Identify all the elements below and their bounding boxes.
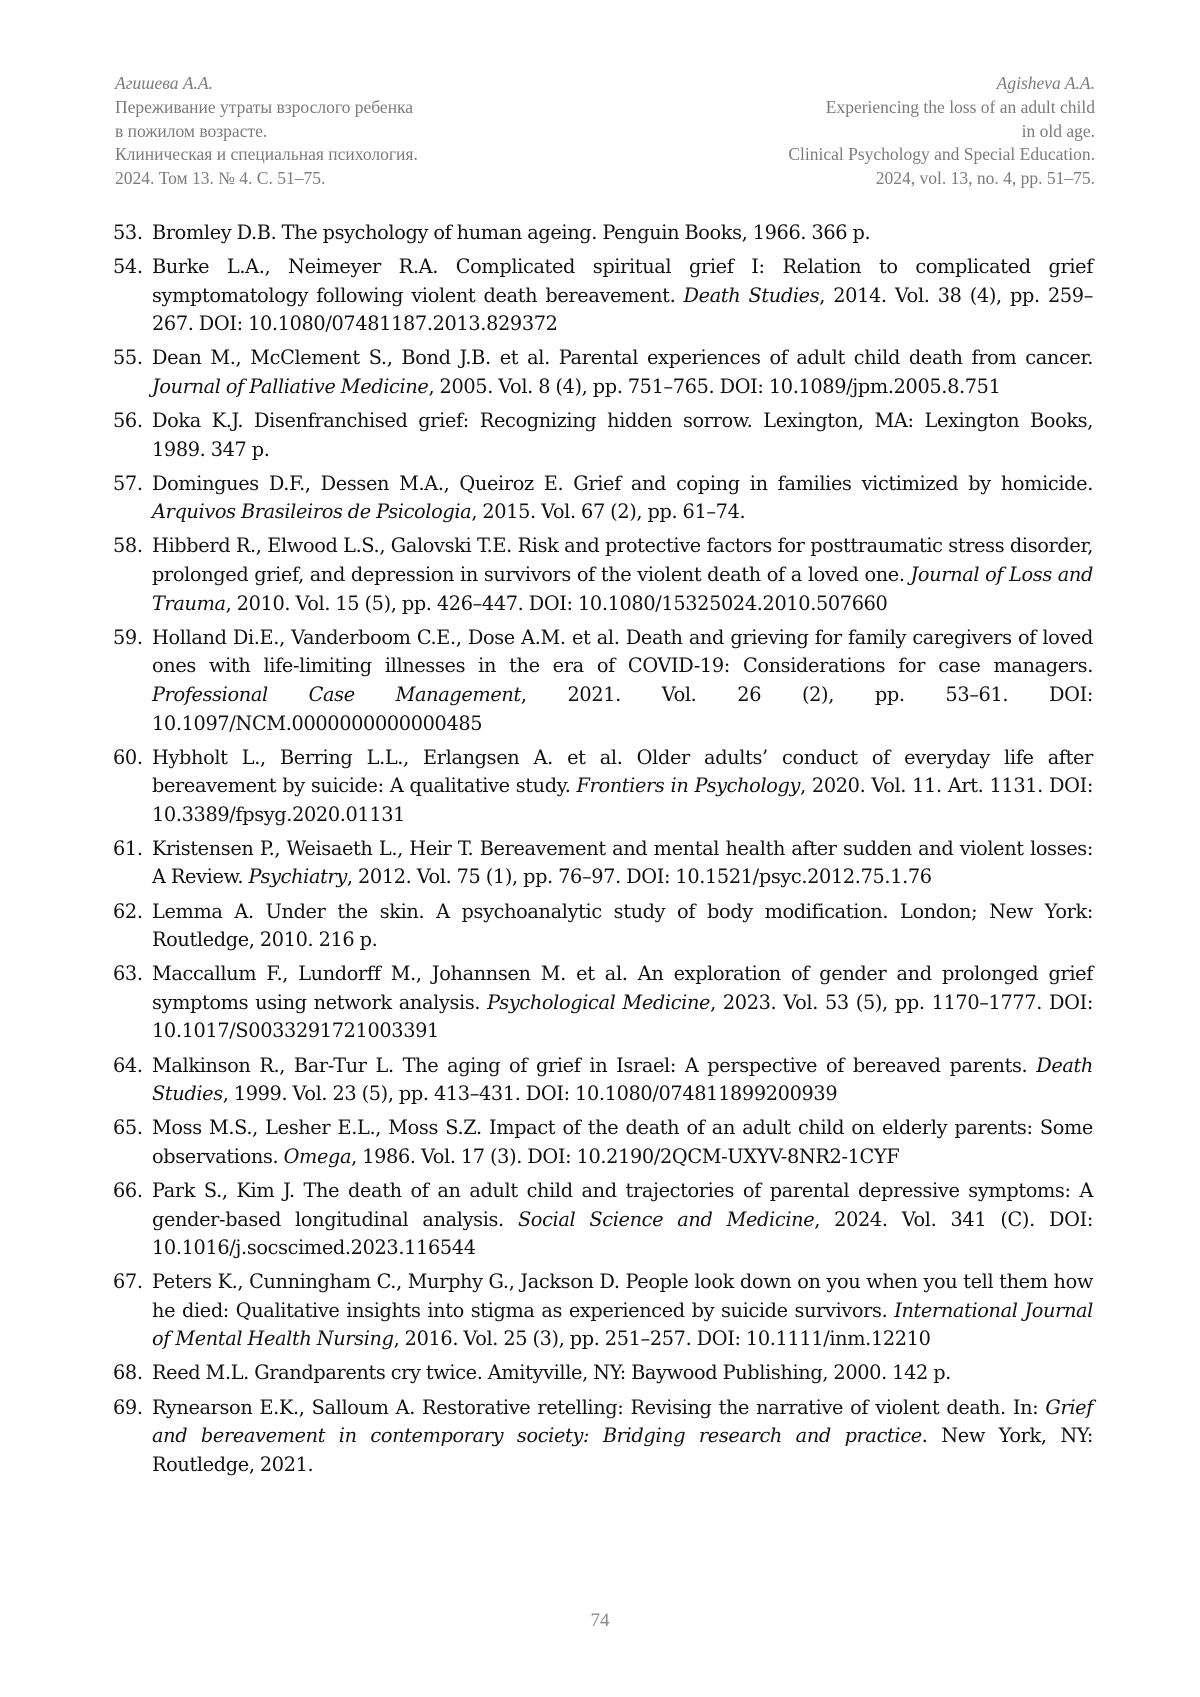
reference-source-title: Omega — [283, 1144, 352, 1168]
reference-text — [152, 1396, 1093, 1476]
reference-text — [152, 1270, 1093, 1350]
reference-text — [152, 346, 1093, 398]
reference-number: 57. — [113, 471, 143, 495]
reference-authors-title: Malkinson R., Bar-Tur L. The aging of grief in Israel: A perspective of bereaved parents. — [152, 1053, 1037, 1077]
reference-source-title: Social Science and Medicine — [517, 1207, 815, 1231]
reference-authors-title: Moss M.S., Lesher E.L., Moss S.Z. Impact of the death of an adult child on elderly parents: Some observations. — [152, 1116, 1093, 1168]
header-title-ru-line1: Переживание утраты взрослого ребенка — [115, 96, 414, 117]
reference-source-title: Psychiatry — [248, 865, 347, 889]
reference-item — [113, 835, 1093, 892]
reference-text — [152, 409, 1093, 461]
reference-source-title: Grief and bereavement in contemporary society: Bridging research and practice — [152, 1395, 1093, 1448]
reference-number: 58. — [113, 534, 143, 558]
reference-authors-title: Doka K.J. Disenfranchised grief: Recognizing hidden sorrow. Lexington, MA: Lexington Books, 1989. 347 p. — [152, 409, 1093, 461]
reference-details: , 2023. Vol. 53 (5), pp. 1170–1777. DOI: 10.1017/S0033291721003391 — [152, 990, 1093, 1043]
reference-item — [113, 624, 1093, 738]
reference-source-title: Journal of Loss and Trauma — [152, 563, 1093, 615]
reference-text — [152, 1116, 1093, 1168]
reference-number: 60. — [113, 745, 143, 769]
reference-number: 67. — [113, 1270, 143, 1294]
reference-authors-title: Dean M., McClement S., Bond J.B. et al. Parental experiences of adult child death from cancer. — [152, 346, 1093, 370]
reference-details: , 1999. Vol. 23 (5), pp. 413–431. DOI: 10.1080/074811899200939 — [222, 1082, 838, 1106]
reference-authors-title: Domingues D.F., Dessen M.A., Queiroz E. Grief and coping in families victimized by homicide. — [152, 471, 1093, 495]
reference-number: 54. — [113, 255, 143, 279]
reference-list — [113, 219, 1093, 1485]
reference-authors-title: Rynearson E.K., Salloum A. Restorative retelling: Revising the narrative of violent death. In: — [152, 1395, 1046, 1419]
reference-details: , 2012. Vol. 75 (1), pp. 76–97. DOI: 10.1521/psyc.2012.75.1.76 — [346, 865, 932, 889]
reference-number: 55. — [113, 346, 143, 370]
reference-item — [113, 1177, 1093, 1263]
reference-source-title: Arquivos Brasileiros de Psicologia — [152, 500, 472, 524]
reference-authors-title: Hibberd R., Elwood L.S., Galovski T.E. Risk and protective factors for posttraumatic stress disorder, prolonged grief, and depression in survivors of the violent death of a loved one. — [152, 534, 1093, 587]
reference-text — [152, 837, 1093, 889]
reference-text — [152, 900, 1093, 952]
reference-item — [113, 407, 1093, 464]
reference-authors-title: Bromley D.B. The psychology of human ageing. Penguin Books, 1966. 366 p. — [152, 221, 871, 244]
reference-number: 62. — [113, 899, 143, 923]
reference-text — [152, 962, 1093, 1042]
reference-item — [113, 344, 1093, 401]
header-title-ru-line2: в пожилом возрасте. — [115, 120, 268, 141]
reference-authors-title: Park S., Kim J. The death of an adult child and trajectories of parental depressive symptoms: A gender-based longitudinal analysis. — [152, 1178, 1093, 1231]
reference-number: 56. — [113, 409, 143, 433]
reference-text — [152, 626, 1093, 735]
reference-details: . New York, NY: Routledge, 2021. — [152, 1424, 1093, 1476]
reference-number: 68. — [113, 1361, 143, 1385]
header-right-english — [788, 72, 1095, 191]
reference-authors-title: Holland Di.E., Vanderboom C.E., Dose A.M. et al. Death and grieving for family caregivers of loved ones with life-limiting illnesses in the era of COVID-19: Considerations for case managers. — [152, 625, 1093, 678]
reference-authors-title: Hybholt L., Berring L.L., Erlangsen A. et al. Older adults’ conduct of everyday life after bereavement by suicide: A qualitative study. — [152, 745, 1093, 798]
reference-item — [113, 1114, 1093, 1171]
reference-number: 63. — [113, 962, 143, 986]
reference-number: 69. — [113, 1395, 143, 1419]
reference-details: , 2015. Vol. 67 (2), pp. 61–74. — [471, 500, 746, 524]
reference-item — [113, 253, 1093, 339]
reference-source-title: Psychological Medicine — [487, 990, 711, 1014]
reference-item — [113, 219, 1093, 248]
header-left-russian — [115, 72, 418, 191]
reference-text — [152, 746, 1093, 826]
header-title-en-line1: Experiencing the loss of an adult child — [825, 96, 1095, 117]
reference-item — [113, 1052, 1093, 1109]
reference-source-title: Professional Case Management — [152, 682, 521, 706]
reference-item — [113, 1359, 1093, 1388]
header-author-ru: Агишева А.А. — [115, 73, 213, 93]
reference-text — [152, 534, 1093, 614]
header-journal-en: Clinical Psychology and Special Education. — [788, 144, 1095, 165]
reference-source-title: Death Studies — [683, 283, 820, 307]
reference-details: , 2016. Vol. 25 (3), pp. 251–257. DOI: 10.1111/inm.12210 — [393, 1327, 931, 1351]
reference-source-title: Frontiers in Psychology — [576, 774, 801, 798]
reference-item — [113, 1394, 1093, 1480]
reference-number: 59. — [113, 625, 143, 649]
reference-details: , 2024. Vol. 341 (C). DOI: 10.1016/j.socscimed.2023.116544 — [152, 1207, 1093, 1260]
reference-number: 61. — [113, 836, 143, 860]
reference-item — [113, 470, 1093, 527]
reference-source-title: Death Studies — [152, 1053, 1093, 1106]
reference-number: 64. — [113, 1053, 143, 1077]
header-issue-en: 2024, vol. 13, no. 4, pp. 51–75. — [875, 168, 1095, 189]
reference-details: , 2005. Vol. 8 (4), pp. 751–765. DOI: 10.1089/jpm.2005.8.751 — [428, 374, 1001, 398]
reference-source-title: Journal of Palliative Medicine — [152, 374, 429, 398]
reference-item — [113, 898, 1093, 955]
reference-item — [113, 1268, 1093, 1354]
reference-item — [113, 744, 1093, 830]
header-issue-ru: 2024. Том 13. № 4. С. 51–75. — [115, 168, 326, 189]
header-journal-ru: Клиническая и специальная психология. — [115, 144, 418, 165]
reference-text — [152, 1054, 1093, 1106]
reference-item — [113, 532, 1093, 618]
header-title-en-line2: in old age. — [1021, 120, 1095, 141]
page-number: 74 — [590, 1610, 610, 1631]
reference-details: , 1986. Vol. 17 (3). DOI: 10.2190/2QCM-UXYV-8NR2-1CYF — [351, 1144, 900, 1168]
reference-authors-title: Burke L.A., Neimeyer R.A. Complicated spiritual grief I: Relation to complicated grief symptomatology following violent death bereavement. — [152, 255, 1093, 307]
reference-text — [152, 221, 870, 244]
reference-authors-title: Kristensen P., Weisaeth L., Heir T. Bereavement and mental health after sudden and violent losses: A Review. — [152, 836, 1093, 889]
reference-number: 65. — [113, 1116, 143, 1140]
reference-number: 66. — [113, 1178, 143, 1202]
reference-authors-title: Lemma A. Under the skin. A psychoanalytic study of body modification. London; New York: Routledge, 2010. 216 p. — [152, 899, 1093, 952]
reference-item — [113, 960, 1093, 1046]
header-author-en: Agisheva A.A. — [996, 73, 1095, 93]
reference-authors-title: Peters K., Cunningham C., Murphy G., Jackson D. People look down on you when you tell them how he died: Qualitative insights into stigma as experienced by suicide survivors. — [152, 1270, 1093, 1322]
reference-authors-title: Maccallum F., Lundorff M., Johannsen M. et al. An exploration of gender and prolonged grief symptoms using network analysis. — [152, 962, 1093, 1014]
reference-details: , 2021. Vol. 26 (2), pp. 53–61. DOI: 10.1097/NCM.0000000000000485 — [152, 682, 1093, 735]
reference-details: , 2010. Vol. 15 (5), pp. 426–447. DOI: 10.1080/15325024.2010.507660 — [225, 591, 888, 615]
reference-details: , 2020. Vol. 11. Art. 1131. DOI: 10.3389/fpsyg.2020.01131 — [152, 774, 1093, 826]
reference-source-title: International Journal of Mental Health Nursing — [152, 1298, 1094, 1351]
reference-text — [152, 1179, 1093, 1259]
reference-number: 53. — [113, 221, 143, 244]
reference-details: , 2014. Vol. 38 (4), pp. 259–267. DOI: 10.1080/07481187.2013.829372 — [152, 283, 1093, 336]
reference-authors-title: Reed M.L. Grandparents cry twice. Amityville, NY: Baywood Publishing, 2000. 142 p. — [152, 1361, 951, 1385]
reference-text — [152, 472, 1093, 524]
reference-text — [152, 1361, 951, 1384]
reference-text — [152, 255, 1093, 335]
